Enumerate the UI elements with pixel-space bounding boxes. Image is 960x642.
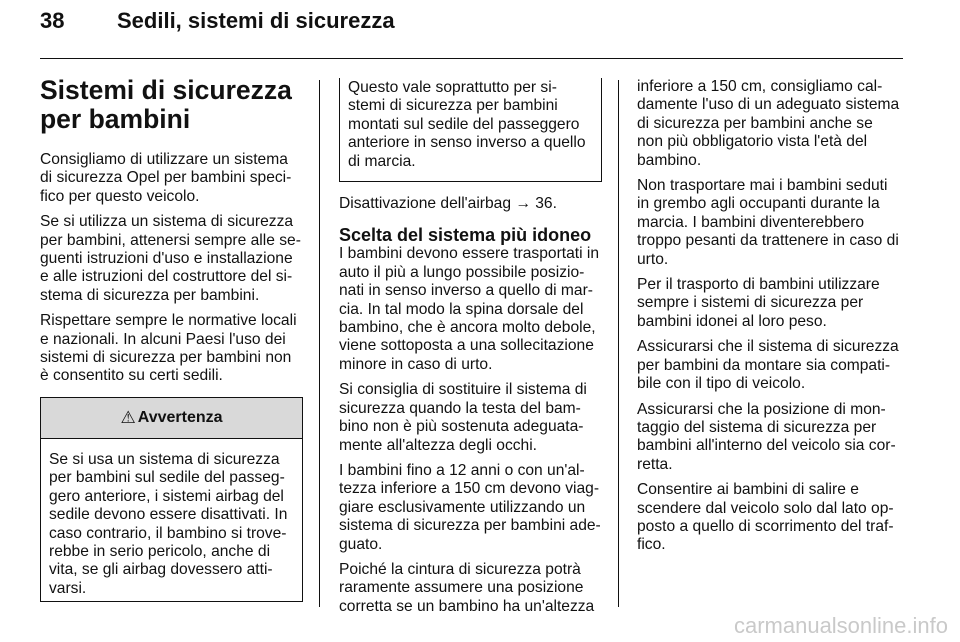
- warning-box: [40, 397, 303, 602]
- warning-title: Avvertenza: [137, 408, 223, 426]
- paragraph: Si consiglia di sostituire il sistema di sicurezza quando la testa del bam-bino non è più sostenuta adeguata-mente all'altezza degli occhi.: [339, 381, 587, 454]
- warning-triangle-icon: ⚠: [120, 407, 136, 427]
- column-3: [637, 78, 903, 562]
- paragraph: inferiore a 150 cm, consigliamo cal-damente l'uso di un adeguato sistema di sicurezza per bambini anche se non più obbligatorio vista l'età del bambino.: [637, 78, 900, 169]
- subheading: Scelta del sistema più idoneo: [339, 225, 592, 246]
- watermark: carmanualsonline.info: [733, 613, 948, 638]
- paragraph: Assicurarsi che il sistema di sicurezza per bambini da montare sia compati-bile con il tipo di veicolo.: [637, 338, 899, 393]
- paragraph: Assicurarsi che la posizione di mon-taggio del sistema di sicurezza per bambini all'interno del veicolo sia cor-retta.: [637, 400, 896, 473]
- warning-header: [41, 398, 302, 439]
- cross-reference: Disattivazione dell'airbag → 36.: [339, 195, 557, 213]
- paragraph: Poiché la cintura di sicurezza potrà raramente assumere una posizione corretta se un bambino ha un'altezza: [339, 560, 595, 615]
- page-number: 38: [40, 8, 65, 33]
- paragraph: I bambini fino a 12 anni o con un'al-tezza inferiore a 150 cm devono viag-giare esclusivamente utilizzando un sistema di sicurezza per bambini ade-guato.: [339, 461, 601, 553]
- chapter-title: Sedili, sistemi di sicurezza: [117, 8, 395, 33]
- paragraph: Rispettare sempre le normative locali e nazionali. In alcuni Paesi l'uso dei sistemi di sicurezza per bambini non è consentito su certi sedili.: [40, 312, 297, 385]
- column-divider-2: [618, 80, 619, 607]
- column-divider-1: [319, 80, 320, 607]
- warning-text: Se si usa un sistema di sicurezza per bambini sul sedile del passeg-gero anteriore, i sistemi airbag del sedile devono essere disattivati. In caso contrario, il bambino si trove-rebbe in serio pericolo, anche di vita, se gli airbag dovessero atti-varsi.: [49, 450, 288, 597]
- column-1: [40, 76, 303, 602]
- paragraph: Consigliamo di utilizzare un sistema di sicurezza Opel per bambini speci-fico per questo veicolo.: [40, 151, 292, 205]
- paragraph: Non trasportare mai i bambini seduti in grembo agli occupanti durante la marcia. I bambini diventerebbero troppo pesanti da trattenere in caso di urto.: [637, 177, 899, 268]
- paragraph: Consentire ai bambini di salire e scendere dal veicolo solo dal lato op-posto a quello di scorrimento del traf-fico.: [637, 481, 894, 554]
- paragraph: I bambini devono essere trasportati in auto il più a lungo possibile posizio-nati in senso inverso a quello di mar-cia. In tal modo la spina dorsale del bambino, che è ancora molto debole, viene sottoposta a una sollecitazione minore in caso di urto.: [339, 245, 600, 373]
- paragraph: Se si utilizza un sistema di sicurezza per bambini, attenersi sempre alle se-guenti istruzioni d'uso e installazione e alle istruzioni del costruttore del si-stema di sicurezza per bambini.: [40, 213, 301, 304]
- note-box: Questo vale soprattutto per si-stemi di sicurezza per bambini montati sul sedile del passeggero anteriore in senso inverso a quello di marcia.: [339, 78, 602, 182]
- section-title: Sistemi di sicurezza per bambini: [40, 75, 292, 134]
- paragraph: Per il trasporto di bambini utilizzare sempre i sistemi di sicurezza per bambini idonei al loro peso.: [637, 276, 880, 330]
- header-divider: [40, 58, 903, 59]
- column-2: [339, 78, 602, 623]
